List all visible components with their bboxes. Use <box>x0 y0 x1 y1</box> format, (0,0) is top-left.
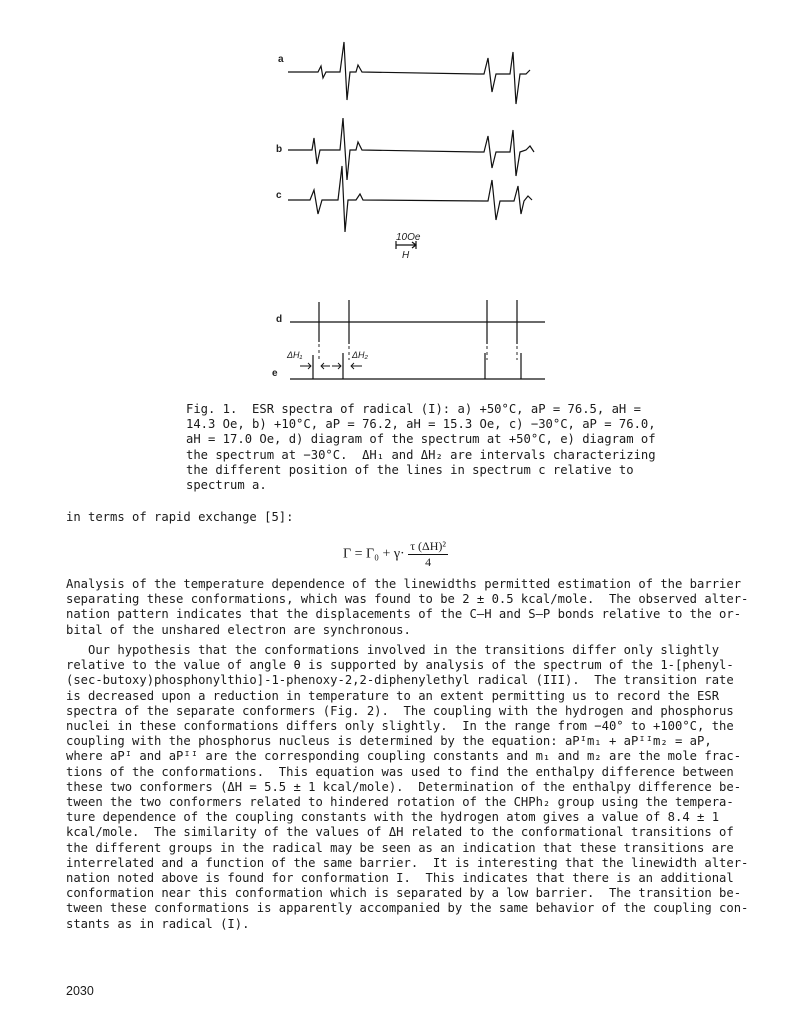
scale-value-label: 10Oe <box>396 232 421 243</box>
paragraph-line: nation noted above is found for conformation I. This indicates that there is an additional <box>66 871 734 886</box>
paragraph-line: tions of the conformations. This equation was used to find the enthalpy difference between <box>66 764 734 779</box>
paragraph-line: coupling with the phosphorus nucleus is determined by the equation: aPᴵm₁ + aPᴵᴵm₂ = aP, <box>66 734 712 749</box>
paragraph-line: separating these conformations, which was found to be 2 ± 0.5 kcal/mole. The observed alter- <box>66 592 749 607</box>
caption-line: the different position of the lines in spectrum c relative to <box>186 462 634 477</box>
paragraph-2 <box>66 643 756 932</box>
equation-denominator: 4 <box>425 555 432 569</box>
paragraph-line: Our hypothesis that the conformations involved in the transitions differ only slightly <box>66 643 720 657</box>
paragraph-line: ture dependence of the coupling constants with the hydrogen atom gives a value of 8.4 ± 1 <box>66 810 720 825</box>
paragraph-line: these two conformers (ΔH = 5.5 ± 1 kcal/mole). Determination of the enthalpy difference be- <box>66 779 742 794</box>
scale-axis-label: H <box>402 250 410 261</box>
trace-label-b: b <box>276 144 283 155</box>
delta-h2-arrows <box>332 363 362 369</box>
paragraph-line: nuclei in these conformations differs only slightly. In the range from −40° to +100°C, the <box>66 719 734 734</box>
trace-label-a: a <box>278 54 284 65</box>
paragraph-line: conformation near this conformation which is separated by a low barrier. The transition be- <box>66 886 742 901</box>
paragraph-line: the different groups in the radical may be seen as an indication that these transitions are <box>66 840 734 855</box>
intro-line <box>66 510 756 525</box>
paragraph-line: (sec-butoxy)phosphonylthio]-1-phenoxy-2,2-diphenylethyl radical (III). The transition rate <box>66 673 734 688</box>
figure-esr-spectra <box>0 0 807 400</box>
caption-line: the spectrum at −30°C. ΔH₁ and ΔH₂ are intervals characterizing <box>186 447 656 462</box>
figure-caption <box>186 402 656 493</box>
paragraph-line: where aPᴵ and aPᴵᴵ are the corresponding coupling constants and m₁ and m₂ are the mole frac- <box>66 749 742 764</box>
esr-spectra-drawing <box>0 0 807 400</box>
delta-h2-label: ΔH₂ <box>352 350 368 360</box>
paragraph-1 <box>66 577 756 638</box>
paragraph-line: relative to the value of angle θ is supported by analysis of the spectrum of the 1-[phenyl- <box>66 658 734 673</box>
delta-h1-arrows <box>300 363 330 369</box>
spectrum-trace-c <box>288 166 532 232</box>
paragraph-line: tween the two conformers related to hindered rotation of the CHPh₂ group using the tempera- <box>66 795 734 810</box>
paragraph-line: interrelated and a function of the same barrier. It is interesting that the linewidth alter- <box>66 855 749 870</box>
intro-line-text: in terms of rapid exchange [5]: <box>66 510 294 524</box>
page-number: 2030 <box>66 984 94 998</box>
equation-numerator: τ (ΔH)² <box>410 539 447 553</box>
paragraph-line: is decreased upon a reduction in temperature to an extent permitting us to record the ESR <box>66 688 720 703</box>
equation-lhs: Γ = Γ₀ + γ· <box>343 546 405 562</box>
spectrum-trace-a <box>288 42 530 104</box>
delta-h1-label: ΔH₁ <box>287 350 303 360</box>
caption-line: aH = 17.0 Oe, d) diagram of the spectrum at +50°C, e) diagram of <box>186 432 656 447</box>
spectrum-trace-b <box>288 118 534 180</box>
diagram-trace-d <box>290 300 545 344</box>
paragraph-line: bital of the unshared electron are synchronous. <box>66 622 411 637</box>
caption-line: spectrum a. <box>186 478 267 493</box>
caption-line: Fig. 1. ESR spectra of radical (I): a) +50°C, aP = 76.5, aH = <box>186 402 641 416</box>
paragraph-line: spectra of the separate conformers (Fig. 2). The coupling with the hydrogen and phosphorus <box>66 703 734 718</box>
paragraph-line: nation pattern indicates that the displacements of the C–H and S–P bonds relative to the or- <box>66 607 742 622</box>
equation <box>343 539 448 570</box>
caption-line: 14.3 Oe, b) +10°C, aP = 76.2, aH = 15.3 Oe, c) −30°C, aP = 76.0, <box>186 417 656 432</box>
paragraph-line: kcal/mole. The similarity of the values of ΔH related to the conformational transitions of <box>66 825 734 840</box>
trace-label-c: c <box>276 190 282 201</box>
paragraph-line: Analysis of the temperature dependence of the linewidths permitted estimation of the barrier <box>66 577 742 591</box>
trace-label-d: d <box>276 314 283 325</box>
trace-label-e: e <box>272 368 278 379</box>
paragraph-line: tween these conformations is apparently accompanied by the same behavior of the coupling con- <box>66 901 749 916</box>
paragraph-line: stants as in radical (I). <box>66 916 250 931</box>
connector-lines <box>319 344 517 362</box>
